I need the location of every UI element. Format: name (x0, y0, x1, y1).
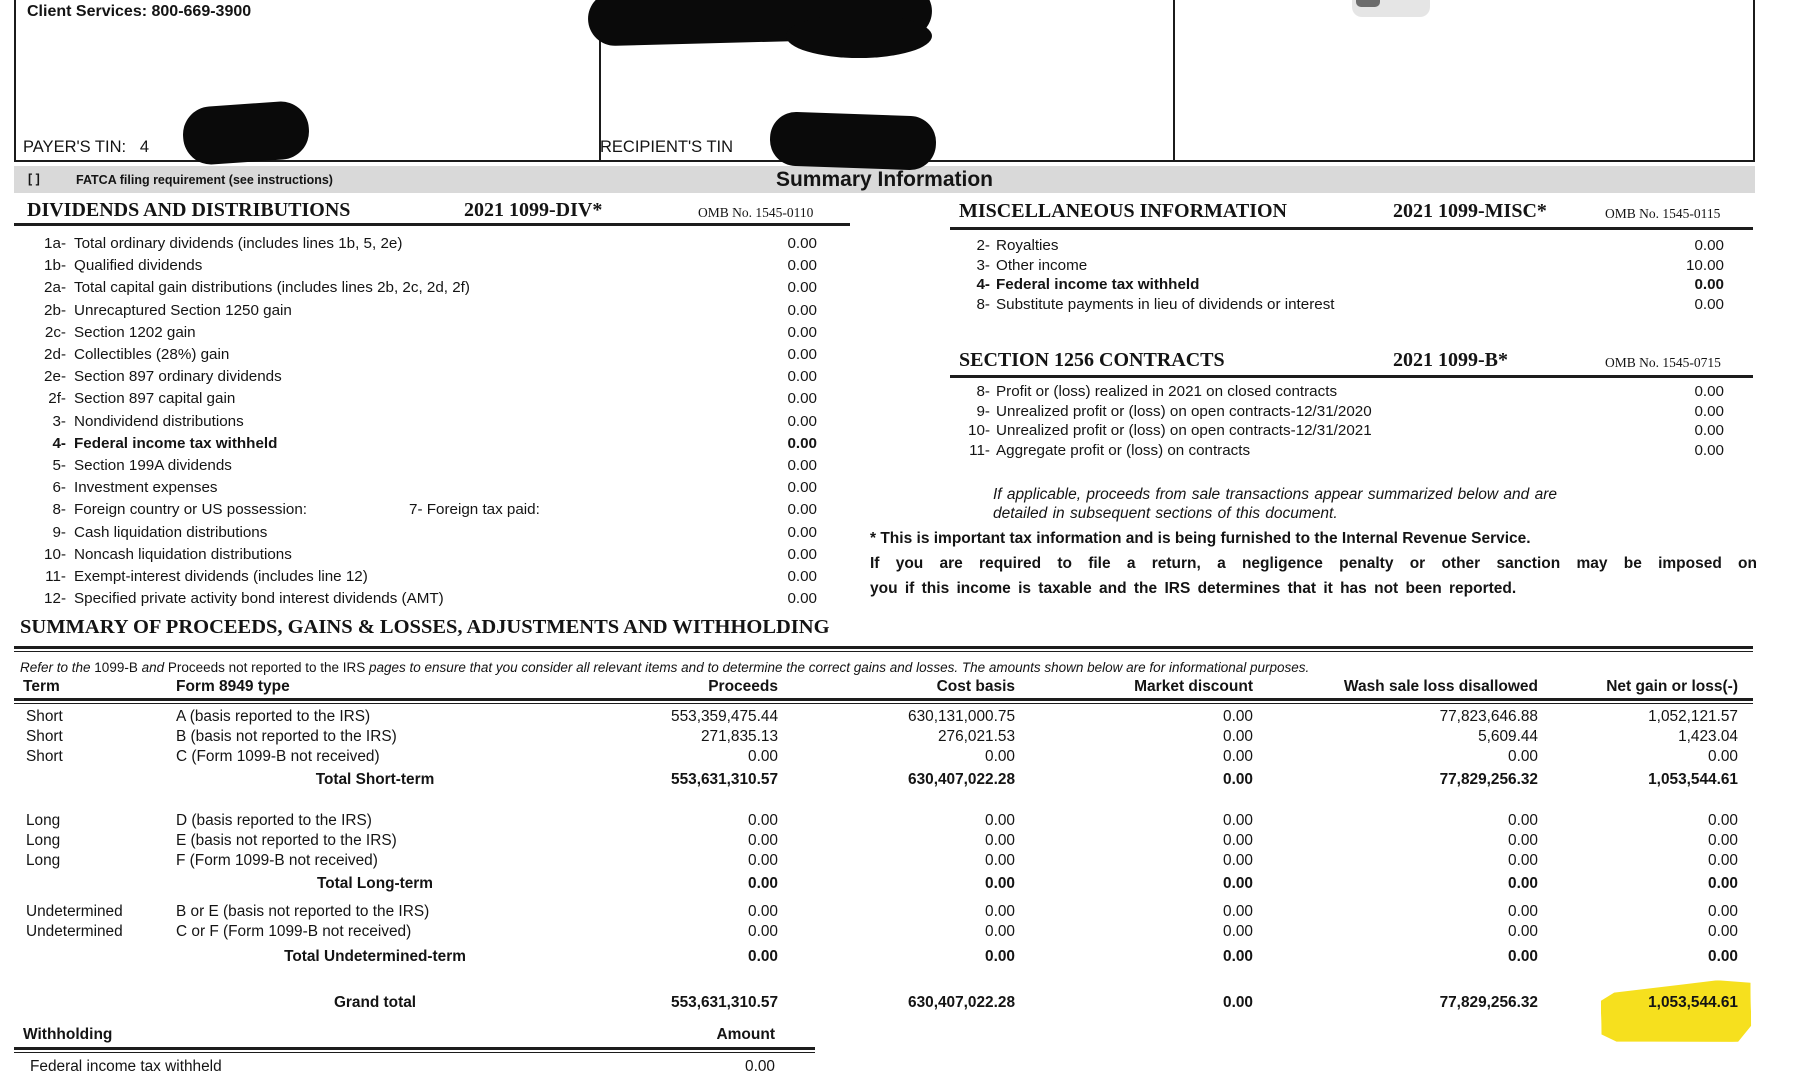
item-number: 10- (44, 545, 66, 563)
withholding-title: Withholding (23, 1026, 113, 1043)
item-value: 0.00 (1694, 442, 1724, 460)
table-row (0, 708, 1801, 728)
misc-form-label: 2021 1099-MISC* (1393, 200, 1547, 222)
line-item-row (0, 568, 1801, 588)
item-label: Section 897 capital gain (74, 390, 236, 408)
line-item-row (0, 590, 1801, 610)
table-row (0, 903, 1801, 923)
grand-total-row (0, 994, 1801, 1014)
proceeds-cell: 0.00 (748, 852, 778, 869)
term-cell: Short (26, 748, 63, 765)
total-row-label: Total Long-term (317, 875, 433, 892)
misc-underline (950, 227, 1753, 230)
line-item-row (0, 346, 1801, 366)
col-market-discount: Market discount (1134, 678, 1253, 695)
item-value: 0.00 (1694, 237, 1724, 254)
cost-cell: 630,407,022.28 (908, 771, 1015, 788)
item-value: 0.00 (1694, 383, 1724, 400)
item-label: Royalties (996, 237, 1059, 254)
line-item-row (0, 237, 1801, 257)
subtotal-row (0, 771, 1801, 791)
section1256-form-label: 2021 1099-B* (1393, 349, 1508, 371)
proceeds-cell: 0.00 (748, 875, 778, 892)
item-value: 0.00 (787, 346, 817, 363)
cost-cell: 0.00 (985, 903, 1015, 920)
item-value: 0.00 (787, 568, 817, 585)
total-row-label: Total Short-term (315, 771, 435, 788)
item-value: 0.00 (787, 434, 817, 452)
net-cell: 0.00 (1708, 812, 1738, 829)
item-number: 3- (52, 412, 66, 430)
net-cell: 1,052,121.57 (1648, 708, 1738, 725)
col-net-gain: Net gain or loss(-) (1606, 678, 1738, 695)
market-cell: 0.00 (1223, 832, 1253, 849)
wash-cell: 0.00 (1508, 812, 1538, 829)
item-label: Profit or (loss) realized in 2021 on closed contracts (996, 383, 1338, 400)
recipient-tin-label: RECIPIENT'S TIN (600, 138, 734, 156)
item-value: 10.00 (1685, 256, 1724, 274)
subtotal-row (0, 948, 1801, 968)
withholding-row-label: Federal income tax withheld (30, 1058, 222, 1075)
item-number: 2d- (44, 346, 66, 363)
redaction-blob-payer-tin (181, 100, 311, 167)
total-row-label: Grand total (333, 994, 417, 1011)
dividends-form-label: 2021 1099-DIV* (464, 199, 603, 221)
line-item-row (0, 276, 1801, 296)
item-value: 0.00 (787, 301, 817, 319)
wash-cell: 0.00 (1508, 875, 1538, 892)
net-cell: 0.00 (1708, 923, 1738, 940)
item-value: 0.00 (787, 368, 817, 386)
form-type-cell: C (Form 1099-B not received) (176, 748, 380, 765)
market-cell: 0.00 (1223, 812, 1253, 829)
header-box-divider-2 (1173, 0, 1175, 160)
item-number: 2e- (44, 368, 66, 386)
client-services-phone: Client Services: 800-669-3900 (27, 3, 252, 20)
cost-cell: 630,131,000.75 (908, 708, 1015, 725)
proceeds-cell: 0.00 (748, 903, 778, 920)
line-item-row (0, 479, 1801, 499)
item-label: Section 897 ordinary dividends (74, 368, 282, 386)
item-number: 2a- (44, 279, 66, 297)
wash-cell: 0.00 (1508, 923, 1538, 940)
item-label: Substitute payments in lieu of dividends or interest (996, 295, 1335, 313)
irs-note-line2: If you are required to file a return, a negligence penalty or other sanction may be imposed on (870, 555, 1757, 572)
col-term: Term (23, 678, 60, 695)
item-label: Unrecaptured Section 1250 gain (74, 301, 292, 319)
dividends-underline (14, 223, 850, 226)
col-cost-basis: Cost basis (936, 678, 1015, 695)
net-cell: 0.00 (1708, 903, 1738, 920)
market-cell: 0.00 (1223, 852, 1253, 869)
cost-cell: 276,021.53 (937, 728, 1015, 745)
withholding-amount-label: Amount (716, 1026, 775, 1043)
table-row (0, 852, 1801, 872)
item-number: 5- (52, 457, 66, 474)
market-cell: 0.00 (1223, 728, 1253, 745)
item-value: 0.00 (1694, 276, 1724, 294)
wash-cell: 5,609.44 (1478, 728, 1538, 745)
item-value: 0.00 (787, 279, 817, 297)
item-number: 4- (52, 434, 66, 452)
item-number: 3- (976, 256, 990, 274)
item-value: 0.00 (787, 412, 817, 430)
redaction-blob-recipient-tin (769, 111, 937, 171)
item-value: 0.00 (787, 257, 817, 275)
item-number: 9- (976, 402, 990, 420)
table-header-underline (14, 698, 1753, 704)
proceeds-cell: 0.00 (748, 832, 778, 849)
item-label: Specified private activity bond interest dividends (AMT) (74, 590, 444, 608)
col-form-type: Form 8949 type (176, 678, 290, 695)
form-type-cell: F (Form 1099-B not received) (176, 852, 378, 869)
item-label: Other income (996, 256, 1088, 274)
withholding-row-value: 0.00 (745, 1058, 775, 1075)
table-row (0, 812, 1801, 832)
refer-note-segment: 1099-B (94, 660, 138, 675)
item-label: Collectibles (28%) gain (74, 346, 230, 363)
item-label: Foreign country or US possession: (74, 501, 307, 519)
net-cell: 0.00 (1708, 875, 1738, 892)
item-value: 0.00 (787, 457, 817, 474)
cost-cell: 0.00 (985, 812, 1015, 829)
payer-tin-value: 4 (139, 138, 150, 156)
cost-cell: 0.00 (985, 948, 1015, 965)
item-number: 1a- (44, 235, 66, 252)
item-number: 2f- (48, 390, 66, 408)
item-label: Unrealized profit or (loss) on open contracts-12/31/2020 (996, 402, 1372, 420)
term-cell: Short (26, 708, 63, 725)
item-label: Federal income tax withheld (74, 434, 278, 452)
line-item-row (0, 257, 1801, 277)
net-cell: 0.00 (1708, 852, 1738, 869)
proceeds-cell: 0.00 (748, 812, 778, 829)
item-number: 12- (44, 590, 66, 608)
col-wash-sale: Wash sale loss disallowed (1343, 678, 1538, 695)
wash-cell: 77,829,256.32 (1439, 771, 1538, 788)
summary-refer-note (20, 660, 1309, 675)
proceeds-cell: 271,835.13 (700, 728, 778, 745)
misc-section-title: MISCELLANEOUS INFORMATION (959, 200, 1287, 222)
item-label: Nondividend distributions (74, 412, 244, 430)
fatca-checkbox: [ ] (28, 172, 40, 186)
line-item-row (0, 546, 1801, 566)
scan-smudge-dark (1356, 0, 1380, 7)
refer-note-segment: Proceeds not reported to the IRS (167, 660, 366, 675)
refer-note-segment: pages to ensure that you consider all relevant items and to determine the correct gains and losses. The amounts shown below are for informational purposes. (365, 660, 1310, 675)
section1256-title: SECTION 1256 CONTRACTS (959, 349, 1225, 371)
misc-omb-number: OMB No. 1545-0115 (1605, 206, 1721, 221)
item-label: Investment expenses (74, 479, 218, 497)
item-number: 8- (52, 501, 66, 519)
withholding-row (0, 1058, 1801, 1078)
cost-cell: 630,407,022.28 (908, 994, 1015, 1011)
term-cell: Long (26, 852, 61, 869)
table-row (0, 728, 1801, 748)
summary-title-underline (14, 646, 1753, 652)
total-row-label: Total Undetermined-term (284, 948, 466, 965)
fatca-label: FATCA filing requirement (see instructions) (76, 173, 333, 187)
item-value: 0.00 (787, 501, 817, 519)
cost-cell: 0.00 (985, 852, 1015, 869)
form-type-cell: B (basis not reported to the IRS) (176, 728, 397, 745)
net-cell: 0.00 (1708, 948, 1738, 965)
refer-note-segment: and (137, 660, 168, 675)
proceeds-note-line1: If applicable, proceeds from sale transactions appear summarized below and are (993, 486, 1557, 503)
term-cell: Undetermined (26, 903, 123, 920)
term-cell: Undetermined (26, 923, 123, 940)
wash-cell: 0.00 (1508, 948, 1538, 965)
cost-cell: 0.00 (985, 875, 1015, 892)
item-label: Section 1202 gain (74, 323, 196, 341)
item-label-2: 7- Foreign tax paid: (409, 501, 540, 519)
net-cell: 1,423.04 (1678, 728, 1738, 745)
proceeds-cell: 553,631,310.57 (671, 994, 778, 1011)
line-item-row (0, 524, 1801, 544)
summary-table-header-row (0, 678, 1801, 698)
net-cell: 0.00 (1708, 832, 1738, 849)
col-proceeds: Proceeds (708, 678, 778, 695)
item-value: 0.00 (1694, 295, 1724, 313)
term-cell: Long (26, 812, 61, 829)
item-label: Exempt-interest dividends (includes line 12) (74, 568, 368, 585)
wash-cell: 0.00 (1508, 903, 1538, 920)
proceeds-cell: 0.00 (748, 923, 778, 940)
summary-proceeds-title: SUMMARY OF PROCEEDS, GAINS & LOSSES, ADJUSTMENTS AND WITHHOLDING (20, 616, 830, 638)
table-row (0, 832, 1801, 852)
market-cell: 0.00 (1223, 875, 1253, 892)
item-label: Total ordinary dividends (includes lines 1b, 5, 2e) (74, 235, 403, 252)
line-item-row (0, 442, 1801, 462)
payer-tin-label: PAYER'S TIN: (23, 138, 127, 156)
form-type-cell: D (basis reported to the IRS) (176, 812, 372, 829)
item-label: Aggregate profit or (loss) on contracts (996, 442, 1251, 460)
item-number: 8- (976, 383, 990, 400)
term-cell: Long (26, 832, 61, 849)
item-value: 0.00 (1694, 402, 1724, 420)
proceeds-cell: 553,359,475.44 (671, 708, 778, 725)
market-cell: 0.00 (1223, 708, 1253, 725)
section1256-omb-number: OMB No. 1545-0715 (1605, 355, 1721, 370)
item-label: Section 199A dividends (74, 457, 232, 474)
item-number: 1b- (44, 257, 66, 275)
item-value: 0.00 (787, 235, 817, 252)
table-row (0, 748, 1801, 768)
wash-cell: 0.00 (1508, 832, 1538, 849)
market-cell: 0.00 (1223, 994, 1253, 1011)
item-number: 10- (968, 422, 990, 440)
market-cell: 0.00 (1223, 948, 1253, 965)
market-cell: 0.00 (1223, 923, 1253, 940)
table-row (0, 923, 1801, 943)
redaction-blob-top-tail (786, 14, 932, 58)
item-label: Qualified dividends (74, 257, 203, 275)
market-cell: 0.00 (1223, 903, 1253, 920)
wash-cell: 0.00 (1508, 748, 1538, 765)
item-label: Unrealized profit or (loss) on open contracts-12/31/2021 (996, 422, 1372, 440)
market-cell: 0.00 (1223, 748, 1253, 765)
term-cell: Short (26, 728, 63, 745)
item-label: Cash liquidation distributions (74, 523, 268, 541)
item-value: 0.00 (787, 323, 817, 341)
item-value: 0.00 (1694, 422, 1724, 440)
proceeds-cell: 0.00 (748, 748, 778, 765)
cost-cell: 0.00 (985, 832, 1015, 849)
proceeds-cell: 553,631,310.57 (671, 771, 778, 788)
item-number: 6- (52, 479, 66, 497)
irs-note-line3: you if this income is taxable and the IRS determines that it has not been reported. (870, 580, 1517, 597)
summary-information-bar (14, 166, 1755, 193)
item-value: 0.00 (787, 523, 817, 541)
item-number: 11- (969, 442, 990, 460)
form-type-cell: E (basis not reported to the IRS) (176, 832, 397, 849)
item-value: 0.00 (787, 590, 817, 608)
form-type-cell: A (basis reported to the IRS) (176, 708, 371, 725)
item-number: 2- (976, 237, 990, 254)
line-item-row (0, 403, 1801, 423)
item-number: 2c- (44, 323, 66, 341)
dividends-section-title: DIVIDENDS AND DISTRIBUTIONS (27, 199, 351, 221)
line-item-row (0, 383, 1801, 403)
item-number: 8- (976, 295, 990, 313)
form-type-cell: B or E (basis not reported to the IRS) (176, 903, 430, 920)
wash-cell: 77,823,646.88 (1439, 708, 1538, 725)
refer-note-segment: Refer to the (20, 660, 95, 675)
item-number: 11- (45, 568, 66, 585)
item-number: 2b- (44, 301, 66, 319)
irs-note-line1: * This is important tax information and is being furnished to the Internal Revenue Service. (870, 530, 1531, 547)
subtotal-row (0, 875, 1801, 895)
net-cell: 1,053,544.61 (1648, 994, 1738, 1011)
line-item-row (0, 324, 1801, 344)
dividends-omb-number: OMB No. 1545-0110 (698, 205, 814, 220)
item-label: Federal income tax withheld (996, 276, 1200, 294)
cost-cell: 0.00 (985, 923, 1015, 940)
line-item-row (0, 422, 1801, 442)
line-item-row (0, 501, 1801, 521)
item-number: 4- (976, 276, 990, 294)
withholding-underline (14, 1047, 815, 1053)
item-label: Noncash liquidation distributions (74, 545, 292, 563)
item-value: 0.00 (787, 545, 817, 563)
net-cell: 1,053,544.61 (1648, 771, 1738, 788)
item-label: Total capital gain distributions (includes lines 2b, 2c, 2d, 2f) (74, 279, 470, 297)
payer-tin (23, 138, 149, 157)
wash-cell: 0.00 (1508, 852, 1538, 869)
line-item-row (0, 296, 1801, 316)
form-type-cell: C or F (Form 1099-B not received) (176, 923, 412, 940)
wash-cell: 77,829,256.32 (1439, 994, 1538, 1011)
item-number: 9- (52, 523, 66, 541)
summary-information-title: Summary Information (775, 168, 994, 191)
proceeds-note-line2: detailed in subsequent sections of this document. (993, 505, 1338, 522)
cost-cell: 0.00 (985, 748, 1015, 765)
net-cell: 0.00 (1708, 748, 1738, 765)
market-cell: 0.00 (1223, 771, 1253, 788)
item-value: 0.00 (787, 479, 817, 497)
proceeds-cell: 0.00 (748, 948, 778, 965)
item-value: 0.00 (787, 390, 817, 408)
